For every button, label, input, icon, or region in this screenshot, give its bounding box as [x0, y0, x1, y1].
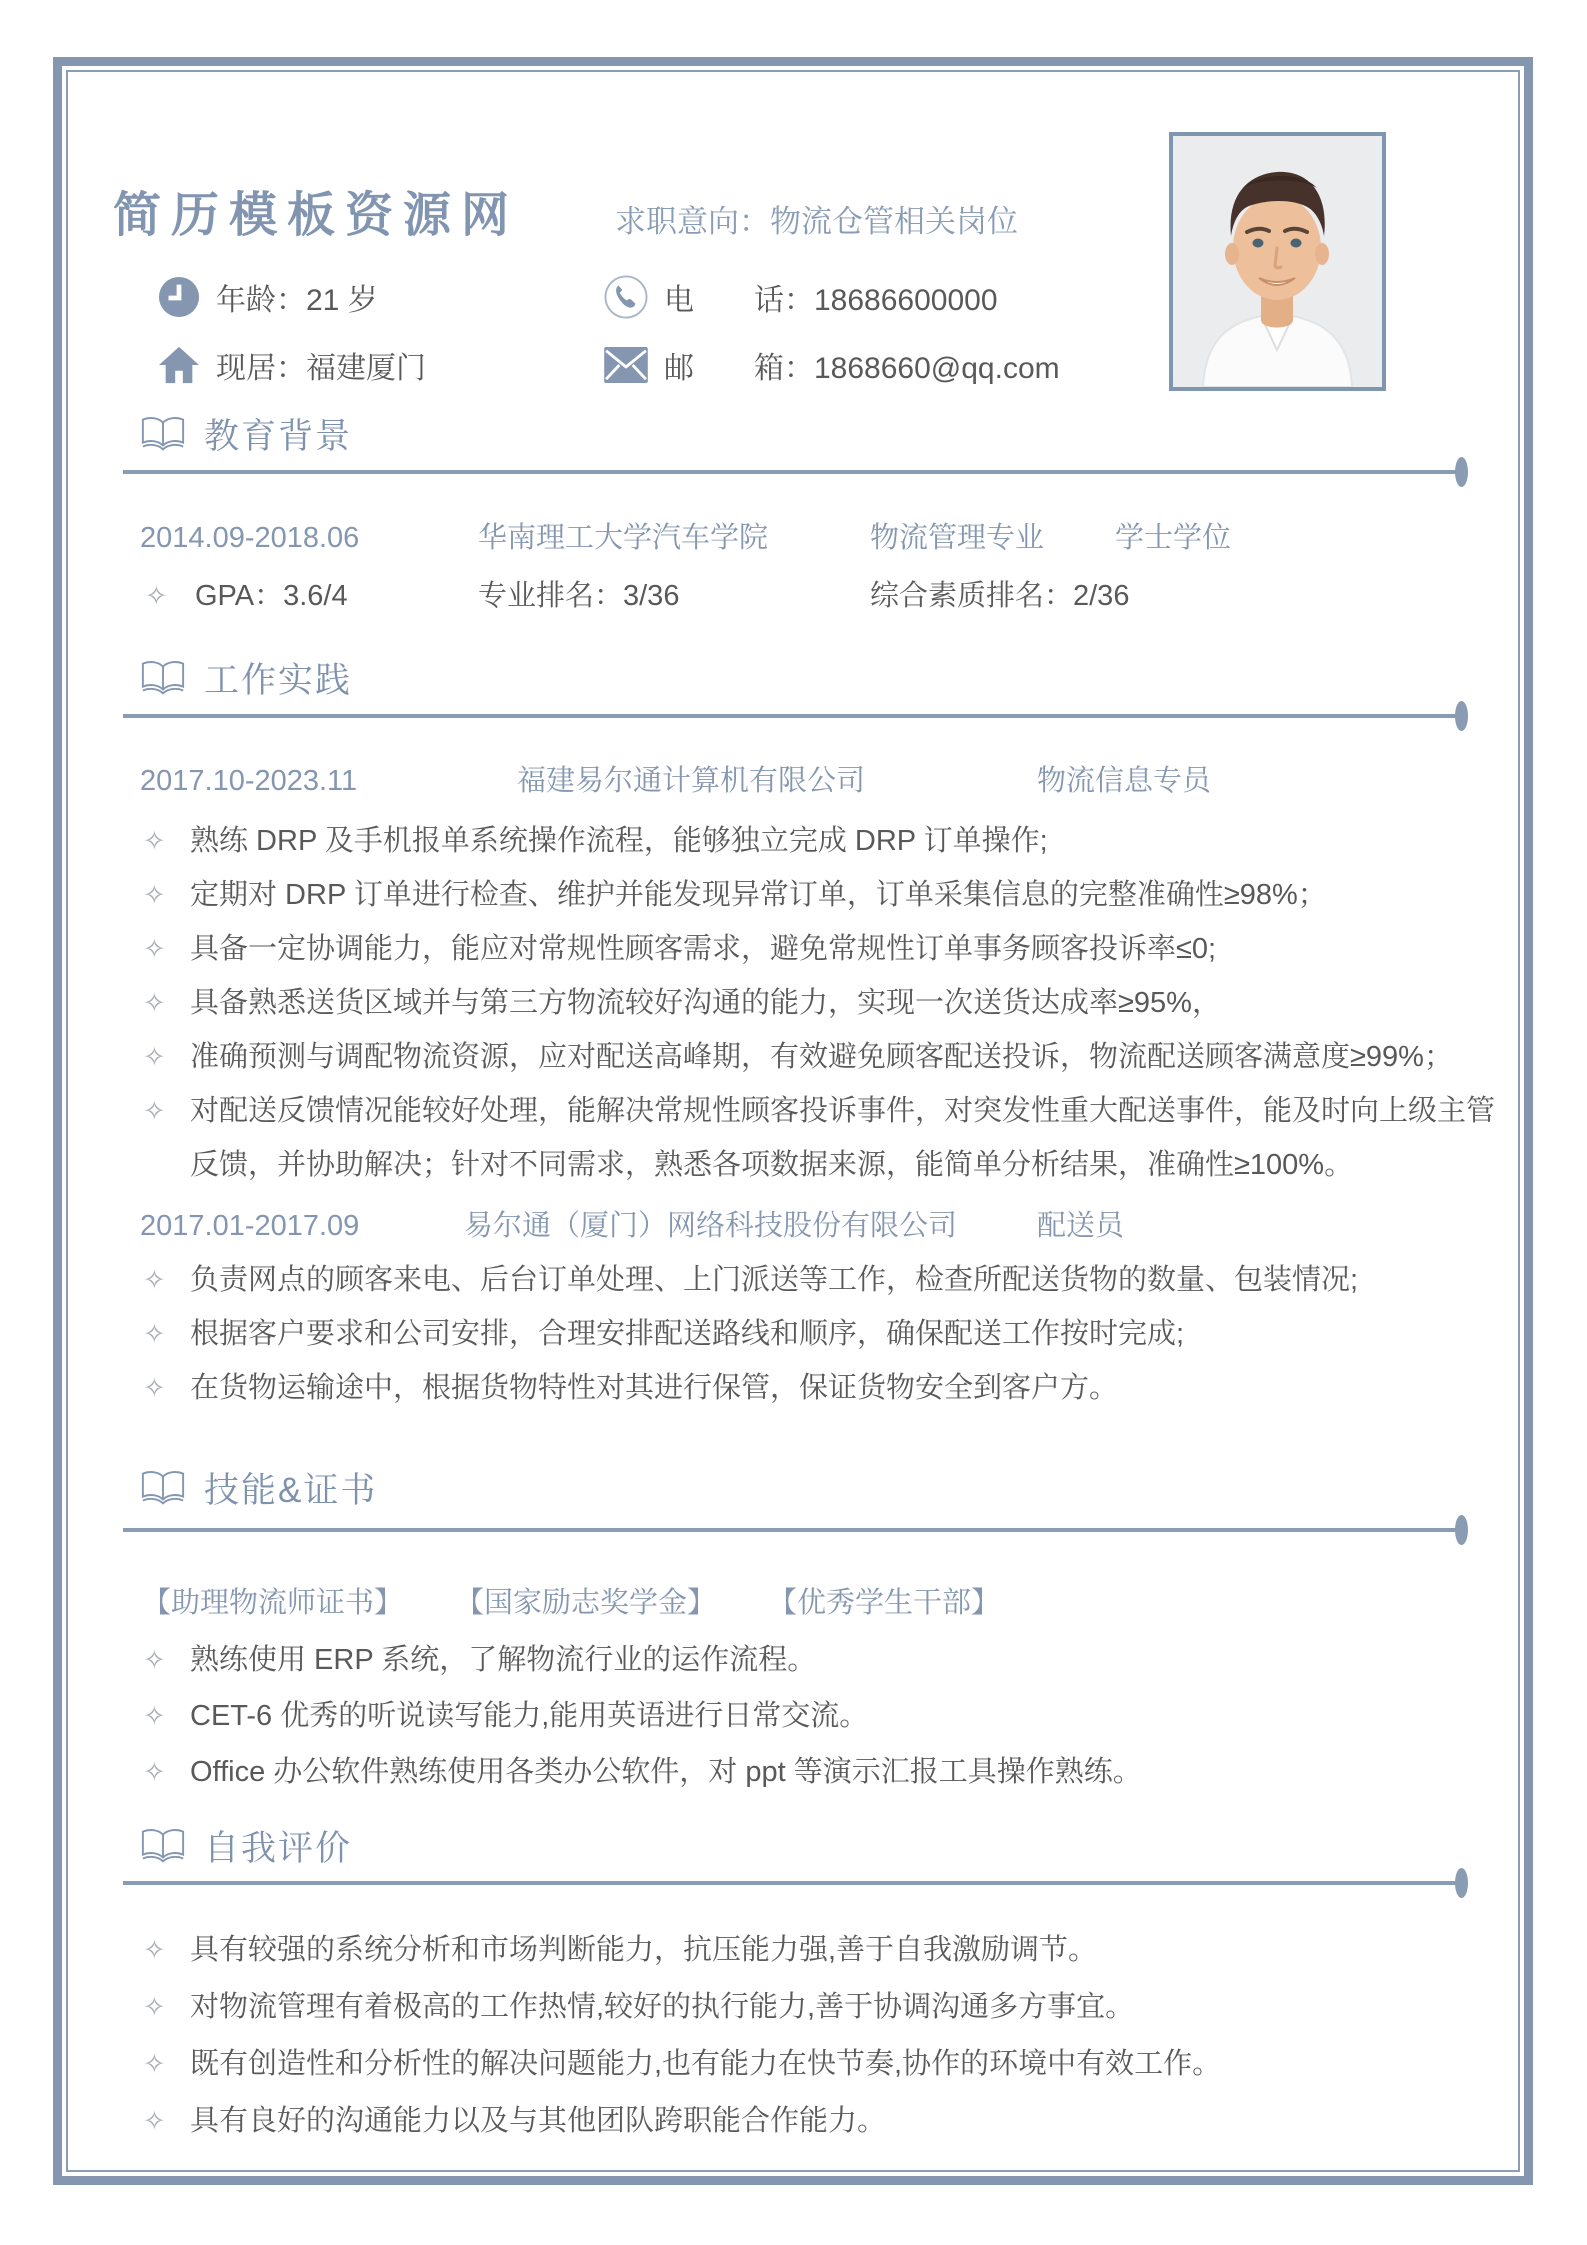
bullet-text: 定期对 DRP 订单进行检查、维护并能发现异常订单，订单采集信息的完整准确性≥98%；	[190, 879, 1327, 911]
section-divider	[123, 1881, 1462, 1885]
bullet-text: 准确预测与调配物流资源，应对配送高峰期，有效避免顾客配送投诉，物流配送顾客满意度≥99%；	[190, 1041, 1453, 1073]
certificate-item: 【助理物流师证书】	[142, 1587, 404, 1619]
star-bullet-icon: ✧	[143, 1757, 166, 1787]
section-header-education	[140, 410, 352, 458]
list-item	[140, 1688, 1507, 1744]
list-item	[140, 1084, 1507, 1192]
bullet-text: 具有良好的沟通能力以及与其他团队跨职能合作能力。	[190, 2105, 887, 2137]
list-item	[140, 1744, 1507, 1800]
list-item	[140, 868, 1507, 922]
education-degree: 学士学位	[1115, 522, 1232, 554]
book-icon	[140, 658, 186, 698]
contact-email-text: 邮 箱：1868660@qq.com	[664, 352, 1060, 385]
section-header-evaluation	[140, 1822, 352, 1870]
education-entry-row	[140, 520, 1497, 556]
contact-location	[158, 342, 426, 388]
bullet-text: 熟练使用 ERP 系统，了解物流行业的运作流程。	[190, 1644, 817, 1676]
skills-bullet-list	[140, 1632, 1507, 1800]
job-bullet-list	[140, 1253, 1507, 1415]
bullet-text: 对物流管理有着极高的工作热情,较好的执行能力,善于协调沟通多方事宜。	[190, 1991, 1135, 2023]
list-item	[140, 1361, 1507, 1415]
education-detail-row	[140, 578, 1497, 614]
bullet-text: 具备熟悉送货区域并与第三方物流较好沟通的能力，实现一次送货达成率≥95%，	[190, 987, 1221, 1019]
list-item	[140, 814, 1507, 868]
job-company: 易尔通（厦门）网络科技股份有限公司	[464, 1210, 958, 1242]
job-position: 配送员	[1037, 1210, 1125, 1242]
star-bullet-icon: ✧	[143, 1645, 166, 1675]
certificate-row	[142, 1580, 1000, 1621]
star-bullet-icon: ✧	[143, 988, 166, 1018]
star-bullet-icon: ✧	[143, 2106, 166, 2136]
star-bullet-icon: ✧	[143, 1373, 166, 1403]
job-header-row	[140, 763, 1497, 799]
job-position: 物流信息专员	[1037, 765, 1212, 797]
list-item	[140, 1979, 1507, 2036]
list-item	[140, 922, 1507, 976]
bullet-text: 具备一定协调能力，能应对常规性顾客需求，避免常规性订单事务顾客投诉率≤0;	[190, 933, 1217, 965]
clock-icon	[158, 276, 200, 318]
star-bullet-icon: ✧	[143, 934, 166, 964]
divider-dot	[1455, 1515, 1468, 1545]
divider-dot	[1455, 701, 1468, 731]
section-title: 教育背景	[204, 417, 353, 456]
star-bullet-icon: ✧	[143, 1935, 166, 1965]
section-divider	[123, 470, 1462, 474]
contact-age	[158, 274, 378, 320]
list-item	[140, 976, 1507, 1030]
education-overall-rank: 综合素质排名：2/36	[870, 580, 1130, 612]
mail-icon	[604, 347, 648, 383]
section-title: 技能&证书	[204, 1471, 378, 1510]
bullet-text: 既有创造性和分析性的解决问题能力,也有能力在快节奏,协作的环境中有效工作。	[190, 2048, 1222, 2080]
job-date: 2017.01-2017.09	[140, 1210, 360, 1242]
job-bullet-list	[140, 814, 1507, 1192]
section-divider	[123, 714, 1462, 718]
book-icon	[140, 1468, 186, 1508]
bullet-text: 熟练 DRP 及手机报单系统操作流程，能够独立完成 DRP 订单操作;	[190, 825, 1048, 857]
bullet-text: 根据客户要求和公司安排，合理安排配送路线和顺序，确保配送工作按时完成;	[190, 1318, 1185, 1350]
education-school: 华南理工大学汽车学院	[478, 522, 769, 554]
evaluation-bullet-list	[140, 1922, 1507, 2150]
contact-phone-text: 电 话：18686600000	[664, 284, 998, 317]
certificate-item: 【国家励志奖学金】	[455, 1587, 717, 1619]
star-bullet-icon: ✧	[143, 1992, 166, 2022]
home-icon	[158, 345, 200, 385]
job-date: 2017.10-2023.11	[140, 765, 358, 797]
section-title: 自我评价	[204, 1829, 353, 1868]
bullet-text: Office 办公软件熟练使用各类办公软件，对 ppt 等演示汇报工具操作熟练。	[190, 1756, 1142, 1788]
star-bullet-icon: ✧	[143, 2049, 166, 2079]
book-icon	[140, 1826, 186, 1866]
certificate-item: 【优秀学生干部】	[768, 1587, 1001, 1619]
education-date: 2014.09-2018.06	[140, 522, 360, 554]
job-header-row	[140, 1208, 1497, 1244]
section-header-skills	[140, 1464, 377, 1512]
list-item	[140, 2093, 1507, 2150]
list-item	[140, 1922, 1507, 1979]
phone-icon	[604, 275, 648, 319]
star-bullet-icon: ✧	[143, 1319, 166, 1349]
list-item	[140, 1030, 1507, 1084]
star-bullet-icon: ✧	[143, 1265, 166, 1295]
portrait-illustration	[1173, 136, 1382, 387]
education-major: 物流管理专业	[870, 522, 1045, 554]
list-item	[140, 1307, 1507, 1361]
star-bullet-icon: ✧	[145, 581, 168, 611]
star-bullet-icon: ✧	[143, 880, 166, 910]
divider-dot	[1455, 1868, 1468, 1898]
star-bullet-icon: ✧	[143, 1701, 166, 1731]
bullet-text: CET-6 优秀的听说读写能力,能用英语进行日常交流。	[190, 1700, 869, 1732]
book-icon	[140, 414, 186, 454]
contact-age-text: 年龄：21 岁	[216, 284, 378, 317]
bullet-text: 在货物运输途中，根据货物特性对其进行保管，保证货物安全到客户方。	[190, 1372, 1119, 1404]
education-major-rank: 专业排名：3/36	[478, 580, 680, 612]
star-bullet-icon: ✧	[143, 1096, 166, 1126]
contact-email	[604, 342, 1060, 388]
contact-phone	[604, 274, 998, 320]
bullet-text: 对配送反馈情况能较好处理，能解决常规性顾客投诉事件，对突发性重大配送事件，能及时向上级主管反馈，并协助解决；针对不同需求，熟悉各项数据来源，能简单分析结果，准确性≥100%。	[190, 1095, 1496, 1181]
bullet-text: 具有较强的系统分析和市场判断能力，抗压能力强,善于自我激励调节。	[190, 1934, 1098, 1966]
job-company: 福建易尔通计算机有限公司	[517, 765, 866, 797]
bullet-text: 负责网点的顾客来电、后台订单处理、上门派送等工作，检查所配送货物的数量、包装情况;	[190, 1264, 1359, 1296]
section-divider	[123, 1528, 1462, 1532]
list-item	[140, 2036, 1507, 2093]
education-gpa: ✧ GPA：3.6/4	[145, 580, 348, 612]
star-bullet-icon: ✧	[143, 826, 166, 856]
divider-dot	[1455, 457, 1468, 487]
resume-name: 简历模板资源网	[113, 189, 520, 242]
list-item	[140, 1253, 1507, 1307]
job-intention: 求职意向：物流仓管相关岗位	[615, 204, 1018, 239]
section-header-work	[140, 654, 352, 702]
section-title: 工作实践	[204, 661, 353, 700]
profile-photo	[1169, 132, 1386, 391]
list-item	[140, 1632, 1507, 1688]
contact-location-text: 现居：福建厦门	[216, 352, 426, 385]
star-bullet-icon: ✧	[143, 1042, 166, 1072]
